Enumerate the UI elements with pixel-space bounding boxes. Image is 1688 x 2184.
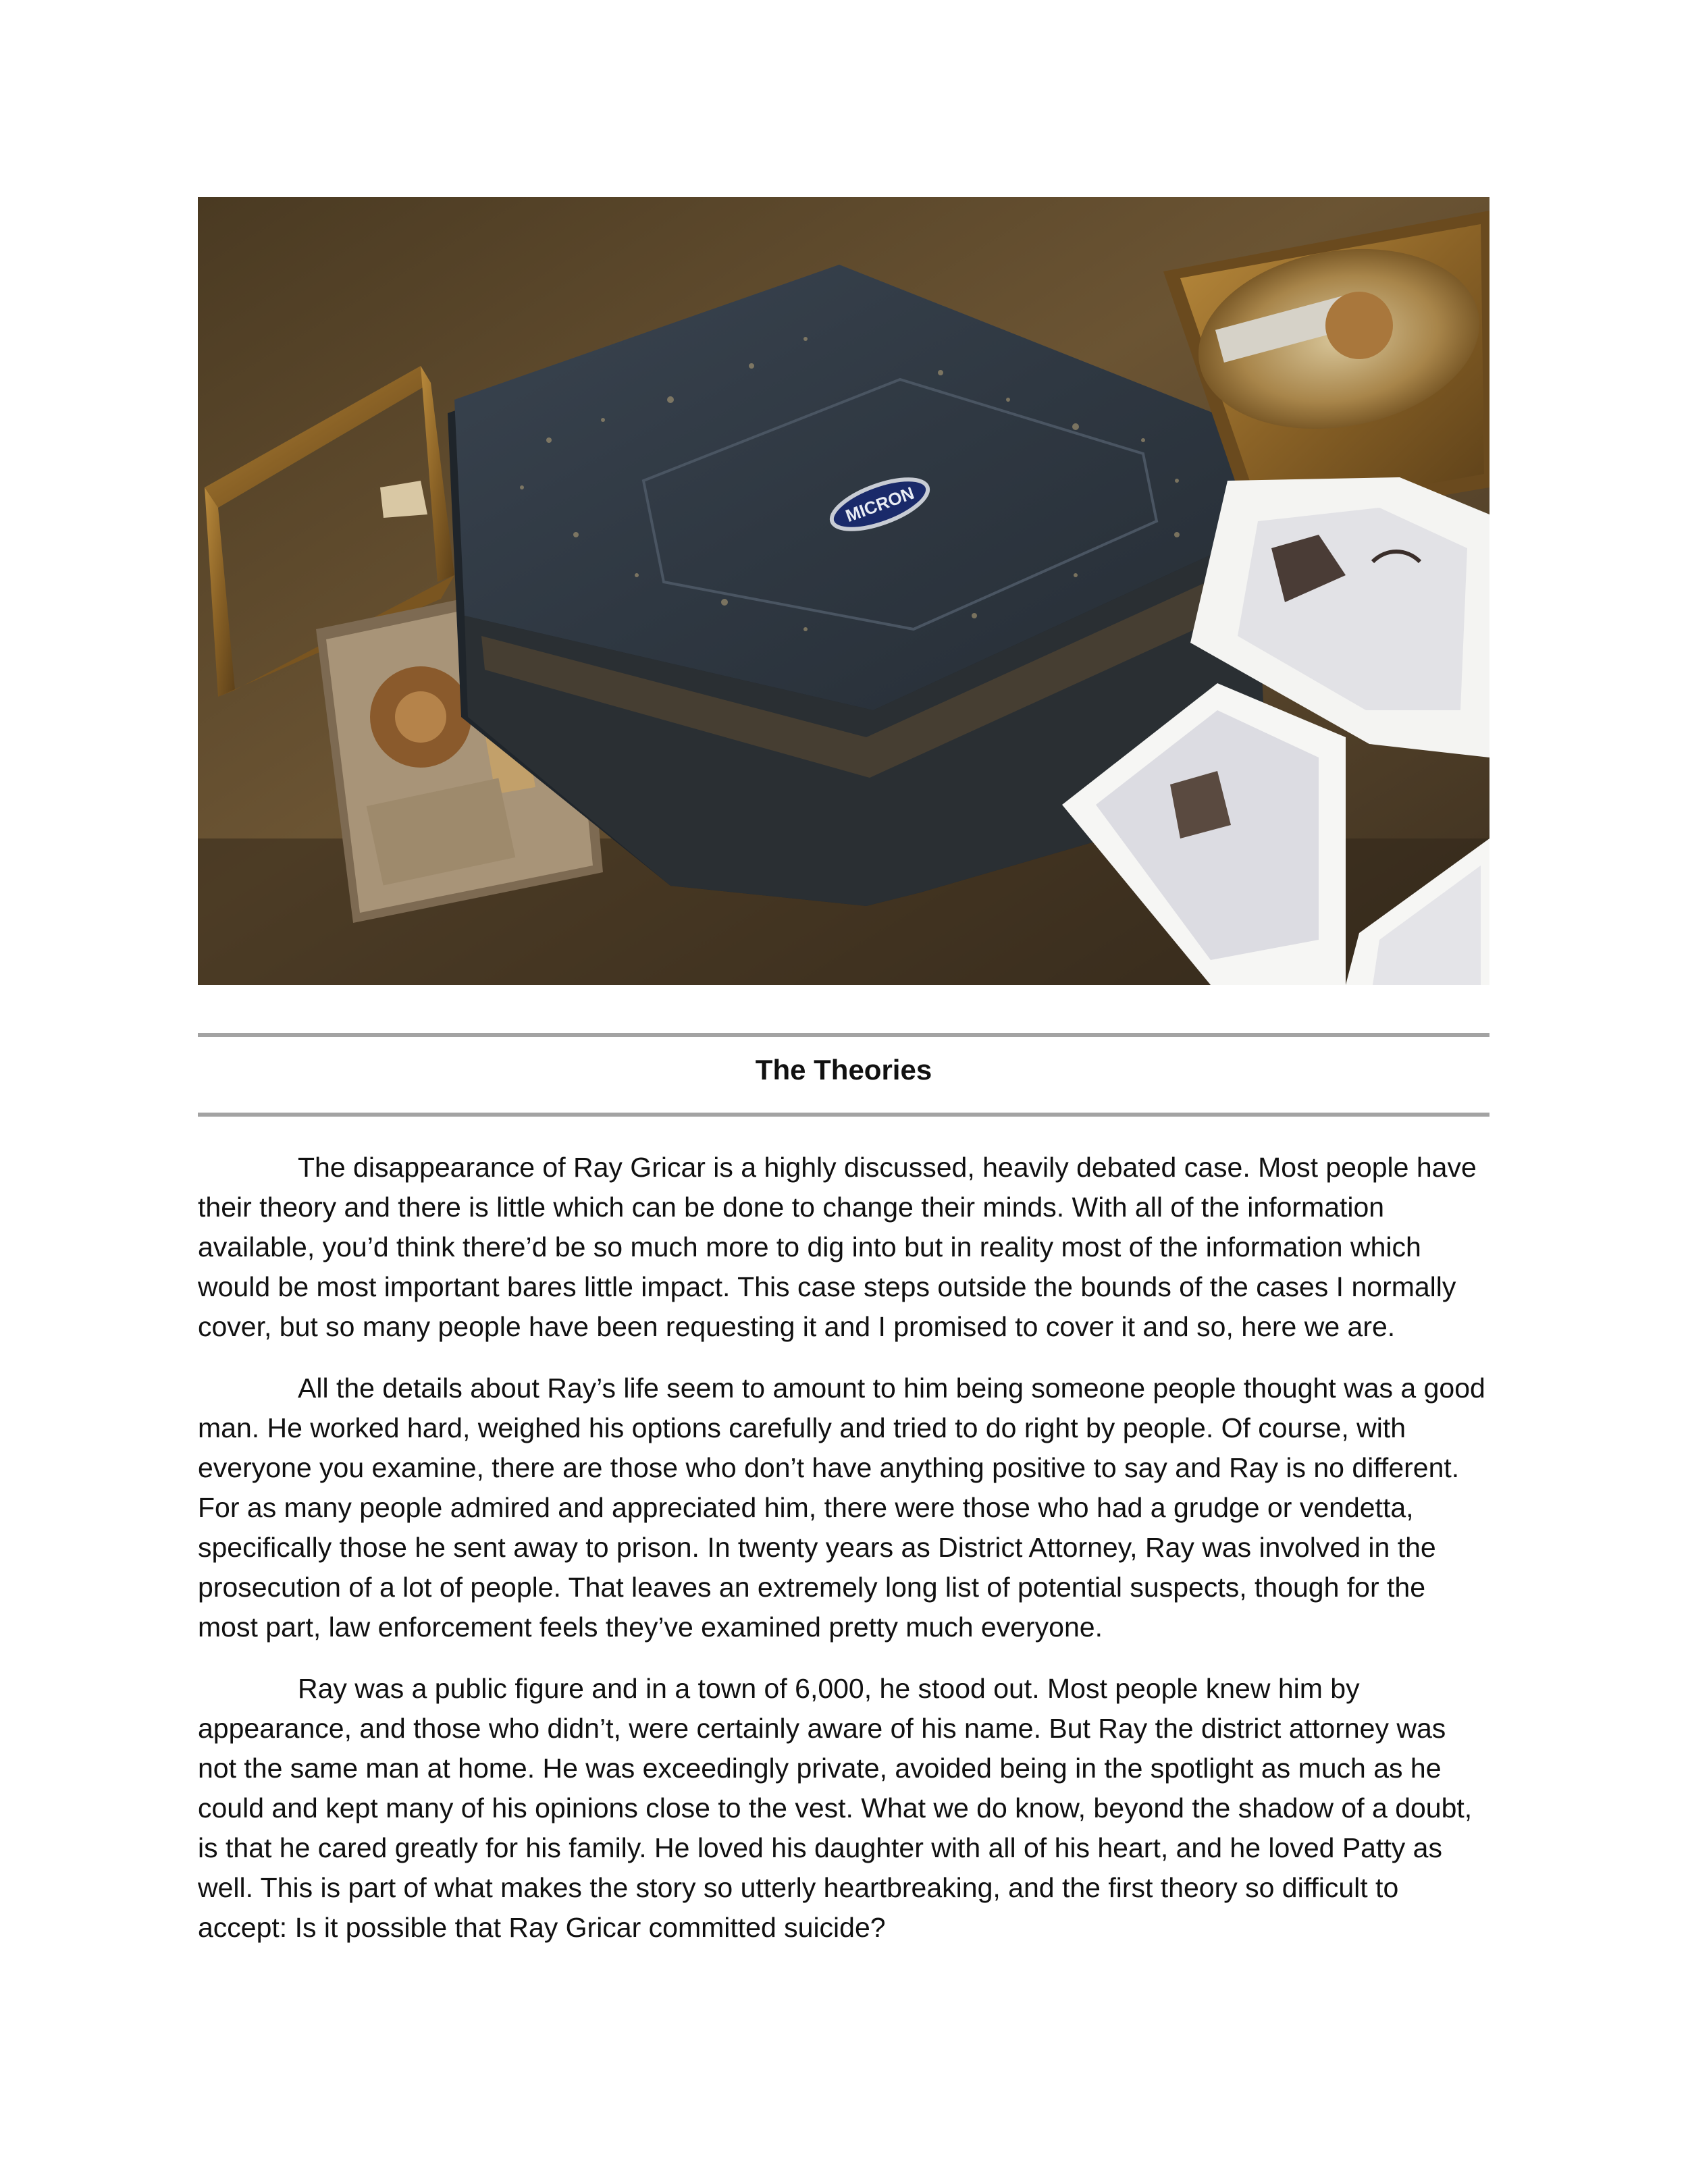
paragraph-2: All the details about Ray’s life seem to amount to him being someone people thought was a good man. He worked hard, weighed his options carefully and tried to do right by people. Of course, with everyone you examine, there are those who don’t have anything positive to say and Ray is no different. For as many people admired and appreciated him, there were those who had a grudge or vendetta, specifically those he sent away to prison. In twenty years as District Attorney, Ray was involved in the prosecution of a lot of people. That leaves an extremely long list of potential suspects, though for the most part, law enforcement feels they’ve examined pretty much everyone. [198, 1373, 1485, 1643]
section-heading: The Theories [755, 1054, 932, 1086]
body-text [198, 1148, 1489, 1969]
heading-rule-top [198, 1033, 1489, 1037]
paragraph-1: The disappearance of Ray Gricar is a highly discussed, heavily debated case. Most people have their theory and there is little which can be done to change their minds. With all of the information available, you’d think there’d be so much more to dig into but in reality most of the information which would be most important bares little impact. This case steps outside the bounds of the cases I normally cover, but so many people have been requesting it and I promised to cover it and so, here we are. [198, 1152, 1477, 1342]
heading-rule-bottom [198, 1113, 1489, 1117]
recovered-laptop-photo [198, 197, 1489, 985]
micron-logo-text: MICRON [843, 482, 917, 527]
paragraph-3: Ray was a public figure and in a town of 6,000, he stood out. Most people knew him by appearance, and those who didn’t, were certainly aware of his name. But Ray the district attorney was not the same man at home. He was exceedingly private, avoided being in the spotlight as much as he could and kept many of his opinions close to the vest. What we do know, beyond the shadow of a doubt, is that he cared greatly for his family. He loved his daughter with all of his heart, and he loved Patty as well. This is part of what makes the story so utterly heartbreaking, and the first theory so difficult to accept: Is it possible that Ray Gricar committed suicide? [198, 1673, 1473, 1943]
